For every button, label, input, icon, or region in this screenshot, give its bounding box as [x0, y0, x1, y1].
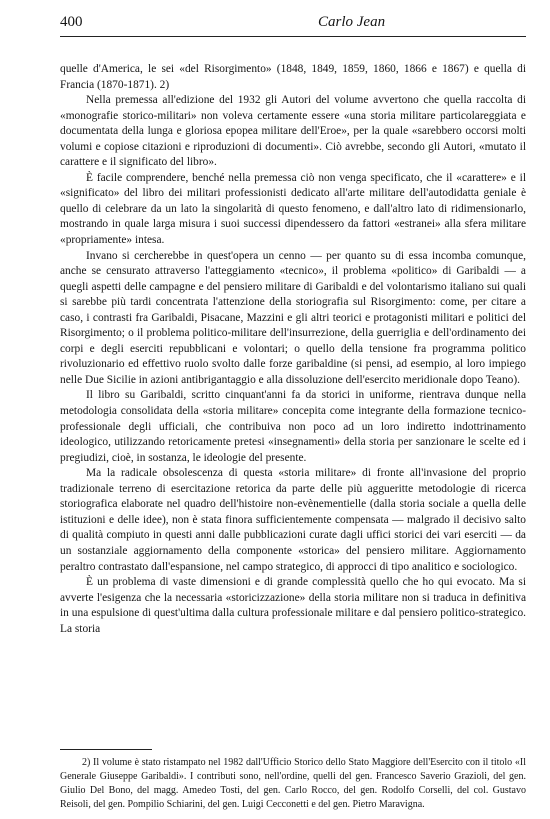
paragraph: quelle d'America, le sei «del Risorgimento» (1848, 1849, 1859, 1860, 1866 e 1867) e quella di Francia (1870-1871). 2): [60, 63, 526, 91]
paragraph: È facile comprendere, benché nella premessa ciò non venga specificato, che il «carattere» e il «significato» del libro dei militari professionisti dedicato all'arte militare dell'autodidatta geniale è quello di celebrare da un lato la singolarità di questo fenomeno, e dall'altro lato di ridimensionarlo, mostrando in quale larga misura i suoi successi dipendessero da fattori «estranei» alla sfera militare «propriamente» intesa.: [60, 171, 526, 247]
body-text: [60, 62, 526, 637]
header-rule: [60, 36, 526, 37]
footnote: 2) Il volume è stato ristampato nel 1982 dall'Ufficio Storico dello Stato Maggiore dell'Esercito con il titolo «Il Generale Giuseppe Garibaldi». I contributi sono, nell'ordine, quelli del gen. Francesco Saverio Grazioli, del gen. Giulio Del Bono, del magg. Amedeo Tosti, del gen. Carlo Rocco, del gen. Rodolfo Corselli, del col. Gustavo Reisoli, del gen. Pompilio Schiarini, del gen. Luigi Cecconetti e del gen. Pietro Maravigna.: [60, 757, 526, 810]
paragraph: Invano si cercherebbe in quest'opera un cenno — per quanto su di essa incomba comunque, anche se censurato attraverso l'atteggiamento «tecnico», il problema «politico» di Garibaldi — a quegli aspetti delle campagne e del pensiero militare di Garibaldi e del volontarismo italiano sui quali si sarebbe più tardi concentrata l'attenzione della storiografia sul Risorgimento: come, per citare a caso, i contrasti fra Garibaldi, Pisacane, Mazzini e gli altri teorici e protagonisti militari e politici del Risorgimento; o il problema politico-militare dell'insurrezione, della guerriglia e dell'ordinamento dei corpi e degli eserciti repubblicani e volontari; o quello della tensione fra programma politico rivoluzionario ed effettivo ruolo svolto dalle forze garibaldine (si pensi, ad esempio, al loro impiego nelle Due Sicilie in azioni antibrigantaggio e alla dissoluzione dell'esercito meridionale dopo Teano).: [60, 249, 526, 386]
paragraph: Nella premessa all'edizione del 1932 gli Autori del volume avvertono che quella raccolta di «monografie storico-militari» non voleva certamente essere «una storia militare particolareggiata e documentata della lunga e gloriosa epopea militare dell'Eroe», per la quale «sarebbero occorsi molti volumi e copiose citazioni e riproduzioni di documenti». Ciò avrebbe, secondo gli Autori, «mutato il carattere e il significato del libro».: [60, 94, 526, 169]
paragraph: Ma la radicale obsolescenza di questa «storia militare» di fronte all'invasione del proprio tradizionale terreno di esercitazione retorica da parte delle più aggueritte metodologie di ricerca storiografica elaborate nel quadro dell'histoire non-evènementielle (dalla storia sociale a quella delle istituzioni e delle idee), non è stata finora sufficientemente compensata — malgrado il decisivo salto di qualità compiuto in questi anni dalle pubblicazioni curate dagli uffici storici dei vari eserciti — da un sostanziale aggiornamento della componente «storica» del pensiero militare. Aggiornamento peraltro contrastato dall'espansione, nel campo strategico, di approcci di tipo analitico e sociologico.: [60, 467, 526, 573]
footnote-rule: [60, 749, 152, 750]
paragraph: È un problema di vaste dimensioni e di grande complessità quello che ho qui evocato. Ma si avverte l'esigenza che la necessaria «storicizzazione» della storia militare non si traduca in definitiva in una espulsione di quest'ultima dalla cultura professionale militare e dal pensiero politico-strategico. La storia: [60, 576, 526, 635]
running-title: Carlo Jean: [318, 14, 386, 30]
page-header: [60, 12, 526, 36]
paragraph: Il libro su Garibaldi, scritto cinquant'anni fa da storici in uniforme, rientrava dunque nella metodologia consolidata della «storia militare» concepita come integrante della formazione tecnico-professionale degli ufficiali, che contribuiva non poco ad un loro indiretto indottrinamento ideologico, utilizzando retoricamente pretesi «insegnamenti» della storia per sanzionare le scelte ed i pregiudizi, cioè, in sostanza, le ideologie del presente.: [60, 389, 526, 464]
page-number: 400: [60, 14, 83, 30]
